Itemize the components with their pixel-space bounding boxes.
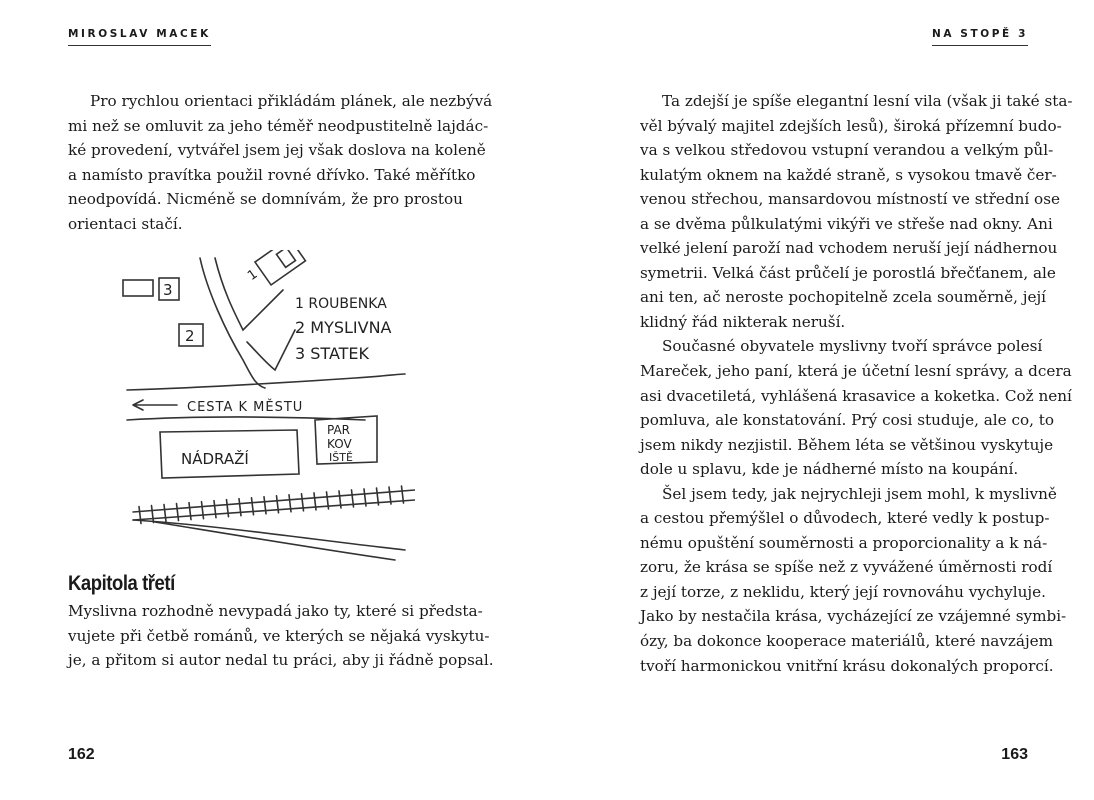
left-paragraph-1: [68, 89, 493, 236]
rail-tie: [164, 505, 166, 522]
left-paragraph-2: [68, 599, 494, 673]
text-line: kulatým oknem na každé straně, s vysokou tmavě čer-: [640, 165, 1057, 184]
text-line: z její torze, z neklidu, který její rovnováhu vychyluje.: [640, 582, 1046, 601]
text-line: Jako by nestačila krása, vycházející ze vzájemné symbi-: [640, 607, 1067, 626]
running-header-title: NA STOPĚ 3: [932, 28, 1028, 46]
text-line: je, a přitom si autor nedal tu práci, aby ji řádně popsal.: [68, 651, 494, 670]
map-house-roubenka: [255, 250, 305, 285]
text-line: věl bývalý majitel zdejších lesů), široká přízemní budo-: [640, 116, 1062, 135]
text-line: symetrii. Velká část průčelí je porostlá břečťanem, ale: [640, 263, 1056, 282]
text-line: a cestou přemýšlel o důvodech, které vedly k postup-: [640, 509, 1050, 528]
text-line: Pro rychlou orientaci přikládám plánek, ale nezbývá: [90, 92, 493, 110]
text-line: Současné obyvatele myslivny tvoří správce polesí: [662, 337, 1043, 356]
right-paragraph-3: [640, 482, 1067, 678]
right-paragraph-2: [640, 334, 1072, 481]
map-station-label: NÁDRAŽÍ: [181, 450, 249, 468]
rail-tie: [227, 500, 229, 517]
rail-tie: [214, 501, 216, 518]
text-line: dole u splavu, kde je nádherné místo na koupání.: [640, 460, 1019, 479]
map-number-1: 1: [245, 266, 261, 284]
text-line: jsem nikdy nezjistil. Během léta se většinou vyskytuje: [640, 435, 1054, 454]
page-number-right: 163: [1001, 746, 1028, 763]
rail-tie: [189, 503, 191, 520]
map-number-3: 3: [163, 281, 173, 299]
right-paragraph-1: [640, 89, 1073, 334]
text-line: va s velkou středovou vstupní verandou a velkým půl-: [640, 141, 1054, 160]
map-parking-label-2: KOV: [327, 437, 352, 451]
page-number-left: 162: [68, 746, 95, 763]
map-legend-1: 1 ROUBENKA: [295, 296, 387, 312]
text-line: a namísto pravítka použil rovné dřívko. Také měřítko: [68, 165, 476, 184]
rail-tie: [177, 504, 179, 521]
hand-drawn-map: [115, 250, 415, 565]
map-arrow-left: [133, 400, 177, 410]
map-railway: [133, 486, 415, 560]
text-line: Ta zdejší je spíše elegantní lesní vila (však ji také sta-: [662, 92, 1073, 110]
text-line: Šel jsem tedy, jak nejrychleji jsem mohl, k myslivně: [662, 484, 1057, 503]
text-line: Mareček, jeho paní, která je účetní lesní správy, a dcera: [640, 362, 1072, 381]
text-line: a se dvěma půlkulatými vikýři ve střeše nad okny. Ani: [640, 214, 1053, 233]
map-building-statek-small: [123, 280, 153, 296]
map-road-label: CESTA K MĚSTU: [187, 400, 304, 415]
text-line: ani ten, ač neroste pochopitelně zcela souměrně, její: [640, 288, 1047, 307]
text-line: ké provedení, vytvářel jsem jej však doslova na koleně: [68, 141, 486, 160]
rail-tie: [152, 506, 154, 523]
text-line: pomluva, ale konstatování. Prý cosi studuje, ale co, to: [640, 411, 1055, 430]
text-line: tvoří harmonickou vnitřní krásu dokonalých proporcí.: [640, 656, 1054, 675]
text-line: ózy, ba dokonce kooperace materiálů, které navzájem: [640, 632, 1054, 651]
map-number-2: 2: [185, 327, 195, 345]
text-line: orientaci stačí.: [68, 214, 183, 233]
map-parking-label-3: IŠTĚ: [329, 451, 353, 464]
map-parking-label-1: PAR: [327, 423, 351, 437]
right-page-text: [640, 89, 1073, 678]
text-line: zoru, že krása se spíše než z vyvážené úměrnosti rodí: [640, 558, 1053, 577]
text-line: nému opuštění souměrnosti a proporcionality a k ná-: [640, 533, 1048, 552]
text-line: klidný řád nikterak neruší.: [640, 312, 846, 331]
running-header-author: MIROSLAV MACEK: [68, 28, 211, 46]
rail-tie: [202, 502, 204, 519]
map-legend-2: 2 MYSLIVNA: [295, 318, 392, 337]
text-line: mi než se omluvit za jeho téměř neodpustitelně lajdác-: [68, 116, 489, 135]
map-legend-3: 3 STATEK: [295, 344, 370, 363]
text-line: vujete při četbě románů, ve kterých se nějaká vyskytu-: [68, 626, 490, 645]
chapter-heading: Kapitola třetí: [68, 572, 175, 595]
text-line: neodpovídá. Nicméně se domnívám, že pro prostou: [68, 190, 463, 209]
text-line: asi dvacetiletá, vyhlášená krasavice a koketka. Což není: [640, 386, 1072, 405]
text-line: velké jelení paroží nad vchodem neruší její nádhernou: [640, 239, 1058, 258]
text-line: Myslivna rozhodně nevypadá jako ty, které si předsta-: [68, 602, 483, 620]
text-line: venou střechou, mansardovou místností ve střední ose: [640, 190, 1060, 209]
